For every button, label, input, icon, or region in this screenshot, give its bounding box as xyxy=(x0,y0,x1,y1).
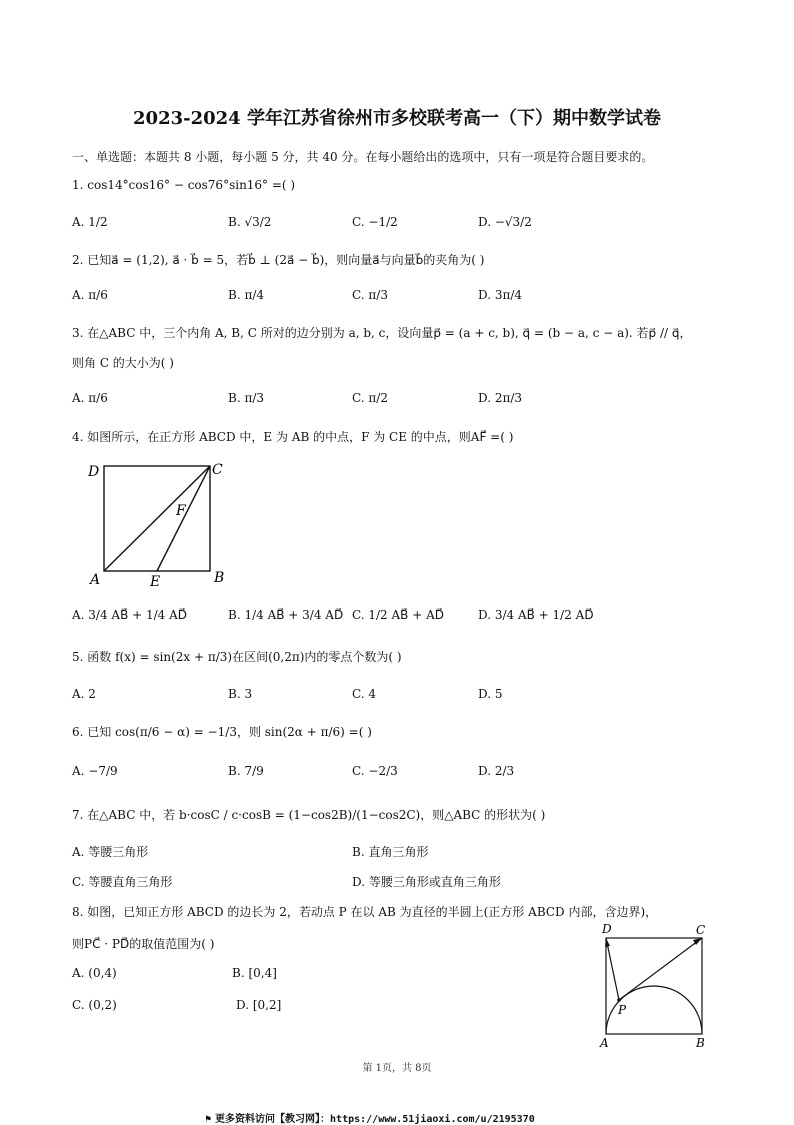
question-5-option-b: B. 3 xyxy=(228,687,253,701)
question-5-option-c: C. 4 xyxy=(352,687,377,701)
figure-label-d: D xyxy=(88,464,100,480)
question-4-stem: 4. 如图所示，在正方形 ABCD 中，E 为 AB 的中点，F 为 CE 的中点，则AF⃗ =( ) xyxy=(72,430,514,444)
page-number-footer: 第 1页，共 8页 xyxy=(362,1063,432,1074)
figure-label-c: C xyxy=(696,923,706,937)
question-5-option-a: A. 2 xyxy=(72,687,96,701)
question-4-option-b: B. 1/4 AB⃗ + 3/4 AD⃗ xyxy=(228,608,344,622)
question-2-stem: 2. 已知a⃗ = (1,2), a⃗ · b⃗ = 5，若b⃗ ⊥ (2a⃗ − b⃗)，则向量a⃗与向量b⃗的夹角为( ) xyxy=(72,253,485,267)
question-8-option-d: D. [0,2] xyxy=(236,998,282,1012)
figure-label-p: P xyxy=(618,1003,627,1017)
question-6-stem: 6. 已知 cos(π/6 − α) = −1/3，则 sin(2α + π/6) =( ) xyxy=(72,725,372,739)
question-3-option-a: A. π/6 xyxy=(72,391,108,405)
question-7-option-a: A. 等腰三角形 xyxy=(72,845,149,859)
question-3-stem: 3. 在△ABC 中，三个内角 A, B, C 所对的边分别为 a, b, c，设向量p⃗ = (a + c, b), q⃗ = (b − a, c − a). 若p⃗ // q⃗， xyxy=(72,326,692,340)
question-1-option-c: C. −1/2 xyxy=(352,215,398,229)
figure-label-a: A xyxy=(600,1036,609,1050)
question-1-option-d: D. −√3/2 xyxy=(478,215,532,229)
question-3-option-c: C. π/2 xyxy=(352,391,388,405)
question-1-option-a: A. 1/2 xyxy=(72,215,108,229)
question-2-option-a: A. π/6 xyxy=(72,288,108,302)
figure-label-c: C xyxy=(212,462,223,478)
question-7-stem: 7. 在△ABC 中，若 b·cosC / c·cosB = (1−cos2B)/(1−cos2C)，则△ABC 的形状为( ) xyxy=(72,808,546,822)
question-6-option-a: A. −7/9 xyxy=(72,764,118,778)
question-6-option-d: D. 2/3 xyxy=(478,764,515,778)
question-1-stem: 1. cos14°cos16° − cos76°sin16° =( ) xyxy=(72,178,296,192)
question-4-option-d: D. 3/4 AB⃗ + 1/2 AD⃗ xyxy=(478,608,594,622)
question-5-option-d: D. 5 xyxy=(478,687,503,701)
question-8-option-a: A. (0,4) xyxy=(72,966,117,980)
question-4-option-a: A. 3/4 AB⃗ + 1/4 AD⃗ xyxy=(72,608,188,622)
resource-link-footer[interactable] xyxy=(205,1110,535,1125)
question-4-option-c: C. 1/2 AB⃗ + AD⃗ xyxy=(352,608,444,622)
segment-pd xyxy=(606,938,619,1000)
segment-pc xyxy=(619,938,702,1000)
question-2-option-c: C. π/3 xyxy=(352,288,388,302)
question-3-option-b: B. π/3 xyxy=(228,391,265,405)
question-8-stem: 8. 如图，已知正方形 ABCD 的边长为 2，若动点 P 在以 AB 为直径的半圆上(正方形 ABCD 内部，含边界)， xyxy=(72,905,658,919)
question-1-option-b: B. √3/2 xyxy=(228,215,272,229)
question-7-option-b: B. 直角三角形 xyxy=(352,845,429,859)
question-5-stem: 5. 函数 f(x) = sin(2x + π/3)在区间(0,2π)内的零点个数为( ) xyxy=(72,650,402,664)
question-8-option-b: B. [0,4] xyxy=(232,966,277,980)
figure-label-b: B xyxy=(214,570,225,586)
resource-link-text[interactable]: 更多资料访问【教习网】：https://www.51jiaoxi.com/u/2195370 xyxy=(215,1114,535,1125)
question-3-stem-continued: 则角 C 的大小为( ) xyxy=(72,356,174,370)
square-abcd-figure xyxy=(82,456,232,592)
question-3-option-d: D. 2π/3 xyxy=(478,391,523,405)
flag-icon: ⚑ xyxy=(205,1114,212,1125)
segment-ac xyxy=(104,466,210,571)
question-7-option-c: C. 等腰直角三角形 xyxy=(72,875,173,889)
figure-label-a: A xyxy=(90,572,101,588)
question-7-option-d: D. 等腰三角形或直角三角形 xyxy=(352,875,501,889)
figure-label-d: D xyxy=(602,923,612,936)
figure-label-f: F xyxy=(176,503,186,519)
question-8-option-c: C. (0,2) xyxy=(72,998,117,1012)
figure-label-b: B xyxy=(696,1036,705,1050)
page-title: 2023-2024 学年江苏省徐州市多校联考高一（下）期中数学试卷 xyxy=(133,108,661,129)
question-2-option-d: D. 3π/4 xyxy=(478,288,523,302)
question-6-option-c: C. −2/3 xyxy=(352,764,398,778)
section-heading: 一、单选题：本题共 8 小题，每小题 5 分，共 40 分。在每小题给出的选项中，只有一项是符合题目要求的。 xyxy=(72,150,654,164)
question-6-option-b: B. 7/9 xyxy=(228,764,264,778)
question-2-option-b: B. π/4 xyxy=(228,288,265,302)
question-8-stem-continued: 则PC⃗ · PD⃗的取值范围为( ) xyxy=(72,937,215,951)
point-p xyxy=(617,998,621,1002)
semicircle-square-figure xyxy=(592,923,722,1051)
figure-label-e: E xyxy=(150,574,161,590)
